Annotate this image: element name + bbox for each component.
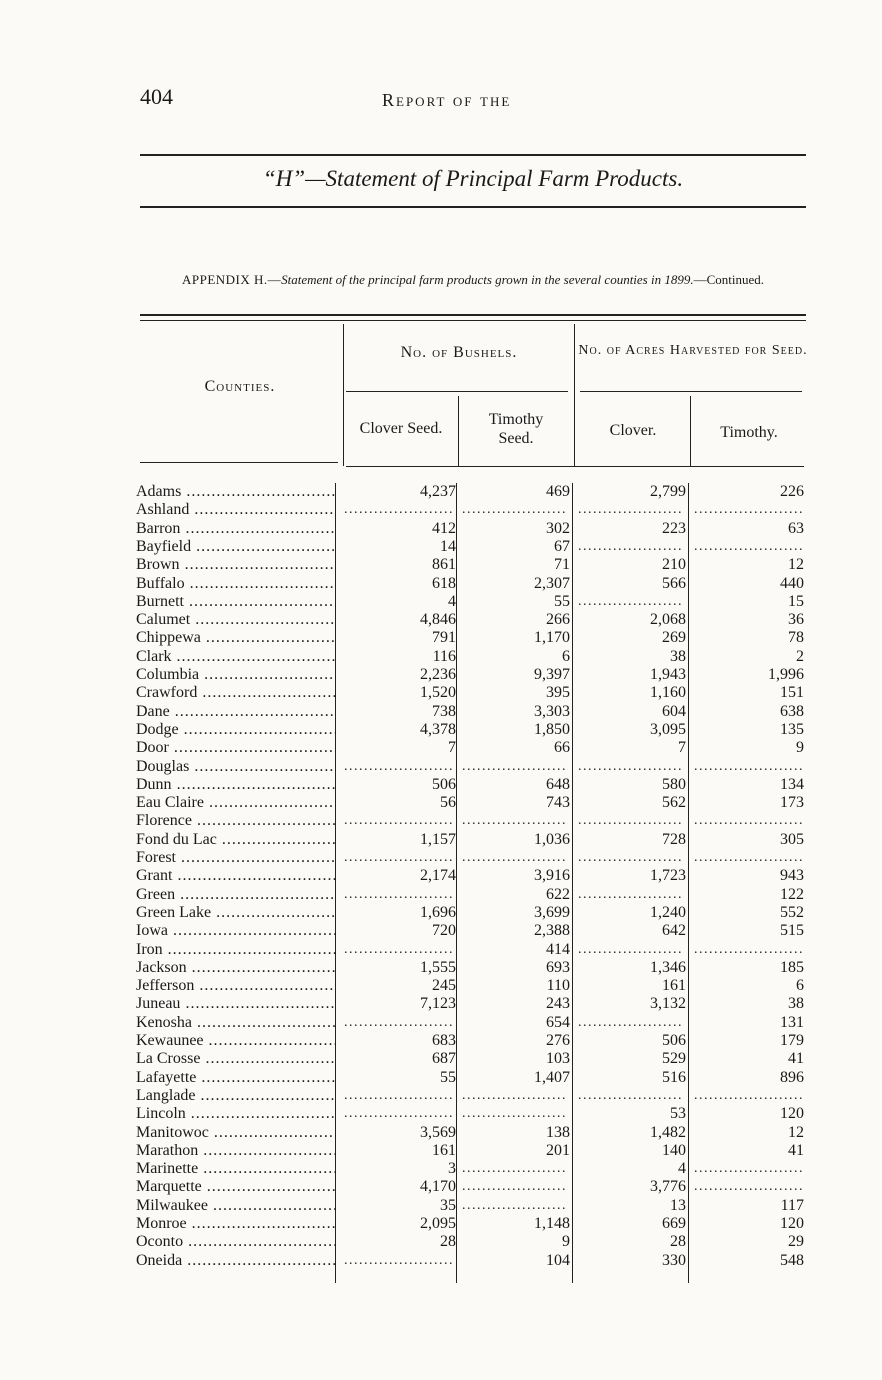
timothy-acres-empty bbox=[694, 1160, 802, 1178]
header-timothy-seed: Timothy Seed. bbox=[488, 411, 544, 447]
timothy-seed-value: 110 bbox=[546, 977, 570, 995]
timothy-acres-value: 6 bbox=[796, 977, 804, 995]
clover-acres-value: 1,723 bbox=[650, 867, 686, 885]
county-name: Ashland ..... bbox=[136, 501, 336, 519]
table-row bbox=[0, 1105, 882, 1123]
clover-seed-value: 1,696 bbox=[420, 903, 456, 921]
clover-acres-value: 223 bbox=[662, 519, 686, 537]
clover-seed-value: 245 bbox=[432, 977, 456, 995]
table-row bbox=[0, 593, 882, 611]
timothy-seed-value: 1,170 bbox=[534, 629, 570, 647]
county-name: Lincoln ..... bbox=[136, 1105, 336, 1123]
clover-seed-empty bbox=[344, 1087, 454, 1105]
clover-seed-empty bbox=[344, 886, 454, 904]
timothy-acres-value: 122 bbox=[780, 885, 804, 903]
county-name: Bayfield ..... bbox=[136, 538, 336, 556]
county-name: Milwaukee ..... bbox=[136, 1197, 336, 1215]
timothy-acres-empty bbox=[694, 758, 802, 776]
timothy-acres-value: 440 bbox=[780, 574, 804, 592]
header-counties: Counties. bbox=[204, 378, 276, 395]
timothy-seed-value: 1,850 bbox=[534, 720, 570, 738]
header-clover: Clover. bbox=[609, 422, 657, 439]
clover-acres-value: 604 bbox=[662, 702, 686, 720]
clover-seed-value: 687 bbox=[432, 1050, 456, 1068]
timothy-acres-value: 896 bbox=[780, 1068, 804, 1086]
table-row bbox=[0, 941, 882, 959]
clover-seed-value: 3,569 bbox=[420, 1123, 456, 1141]
clover-acres-value: 28 bbox=[670, 1233, 686, 1251]
clover-seed-value: 3 bbox=[448, 1160, 456, 1178]
table-row bbox=[0, 1142, 882, 1160]
table-row bbox=[0, 1124, 882, 1142]
timothy-seed-value: 693 bbox=[546, 958, 570, 976]
timothy-seed-value: 743 bbox=[546, 794, 570, 812]
timothy-acres-value: 2 bbox=[796, 647, 804, 665]
table-row bbox=[0, 1069, 882, 1087]
timothy-acres-value: 29 bbox=[788, 1233, 804, 1251]
timothy-acres-value: 151 bbox=[780, 684, 804, 702]
clover-acres-value: 161 bbox=[662, 977, 686, 995]
county-name: Dodge ..... bbox=[136, 721, 336, 739]
county-name: La Crosse ..... bbox=[136, 1050, 336, 1068]
timothy-seed-value: 9,397 bbox=[534, 666, 570, 683]
timothy-acres-value: 638 bbox=[780, 702, 804, 720]
timothy-seed-empty bbox=[462, 758, 568, 776]
clover-acres-value: 3,776 bbox=[650, 1178, 686, 1196]
timothy-acres-value: 134 bbox=[780, 775, 804, 793]
clover-seed-empty bbox=[344, 758, 454, 776]
timothy-seed-empty bbox=[462, 1105, 568, 1123]
clover-seed-value: 4,237 bbox=[420, 483, 456, 500]
county-name: Grant ..... bbox=[136, 867, 336, 885]
timothy-acres-value: 63 bbox=[788, 519, 804, 537]
timothy-seed-empty bbox=[462, 501, 568, 519]
clover-acres-value: 728 bbox=[662, 830, 686, 848]
clover-seed-value: 791 bbox=[432, 629, 456, 647]
section-title: “H”—Statement of Principal Farm Products. bbox=[262, 166, 684, 191]
county-name: Buffalo ..... bbox=[136, 575, 336, 593]
timothy-seed-value: 3,916 bbox=[534, 867, 570, 885]
timothy-acres-value: 38 bbox=[788, 995, 804, 1013]
timothy-acres-value: 78 bbox=[788, 629, 804, 647]
caption-tail: —Continued. bbox=[693, 272, 765, 287]
table-row bbox=[0, 629, 882, 647]
timothy-seed-value: 648 bbox=[546, 775, 570, 793]
table-row bbox=[0, 867, 882, 885]
clover-acres-value: 516 bbox=[662, 1068, 686, 1086]
county-name: Fond du Lac ..... bbox=[136, 831, 336, 849]
timothy-seed-empty bbox=[462, 1178, 568, 1196]
timothy-acres-empty bbox=[694, 501, 802, 519]
county-name: Oconto ..... bbox=[136, 1233, 336, 1251]
timothy-seed-value: 414 bbox=[546, 940, 570, 958]
county-name: Juneau ..... bbox=[136, 995, 336, 1013]
timothy-acres-value: 120 bbox=[780, 1105, 804, 1123]
timothy-seed-value: 1,407 bbox=[534, 1068, 570, 1086]
clover-seed-empty bbox=[344, 941, 454, 959]
county-name: Forest ..... bbox=[136, 849, 336, 867]
clover-acres-value: 1,482 bbox=[650, 1123, 686, 1141]
clover-acres-empty bbox=[578, 886, 684, 904]
timothy-seed-value: 302 bbox=[546, 519, 570, 537]
county-name: Douglas ..... bbox=[136, 758, 336, 776]
table-row bbox=[0, 794, 882, 812]
clover-seed-empty bbox=[344, 1252, 454, 1270]
clover-seed-value: 7,123 bbox=[420, 995, 456, 1013]
clover-acres-value: 38 bbox=[670, 647, 686, 665]
timothy-acres-empty bbox=[694, 941, 802, 959]
clover-seed-value: 4,846 bbox=[420, 611, 456, 629]
county-name: Jackson ..... bbox=[136, 959, 336, 977]
clover-seed-value: 683 bbox=[432, 1032, 456, 1049]
running-head: Report of the bbox=[382, 90, 512, 110]
clover-acres-value: 3,132 bbox=[650, 995, 686, 1013]
county-name: Kenosha ..... bbox=[136, 1014, 336, 1032]
clover-acres-value: 506 bbox=[662, 1032, 686, 1049]
table-row bbox=[0, 721, 882, 739]
timothy-seed-value: 3,303 bbox=[534, 702, 570, 720]
table-row bbox=[0, 575, 882, 593]
timothy-acres-value: 131 bbox=[780, 1013, 804, 1031]
county-name: Marinette ..... bbox=[136, 1160, 336, 1178]
table-row bbox=[0, 1252, 882, 1270]
clover-seed-value: 720 bbox=[432, 922, 456, 940]
table-row bbox=[0, 849, 882, 867]
clover-acres-value: 580 bbox=[662, 775, 686, 793]
clover-seed-value: 28 bbox=[440, 1233, 456, 1251]
clover-seed-value: 412 bbox=[432, 519, 456, 537]
timothy-seed-value: 55 bbox=[554, 592, 570, 610]
top-rule bbox=[140, 154, 806, 156]
clover-seed-value: 506 bbox=[432, 775, 456, 793]
timothy-acres-empty bbox=[694, 849, 802, 867]
table-row bbox=[0, 1197, 882, 1215]
timothy-seed-value: 103 bbox=[546, 1050, 570, 1068]
table-row bbox=[0, 703, 882, 721]
table-row bbox=[0, 666, 882, 684]
clover-acres-empty bbox=[578, 593, 684, 611]
table-row bbox=[0, 520, 882, 538]
table-row bbox=[0, 501, 882, 519]
timothy-acres-value: 135 bbox=[780, 720, 804, 738]
timothy-seed-value: 622 bbox=[546, 885, 570, 903]
timothy-seed-value: 469 bbox=[546, 483, 570, 500]
county-name: Door ..... bbox=[136, 739, 336, 757]
table-row bbox=[0, 739, 882, 757]
table-row bbox=[0, 684, 882, 702]
table-row bbox=[0, 995, 882, 1013]
header-divider-2 bbox=[458, 396, 459, 466]
clover-acres-value: 53 bbox=[670, 1105, 686, 1123]
county-name: Adams ..... bbox=[136, 483, 336, 501]
county-name: Clark ..... bbox=[136, 648, 336, 666]
timothy-acres-value: 552 bbox=[780, 903, 804, 921]
timothy-seed-value: 276 bbox=[546, 1032, 570, 1049]
clover-acres-value: 140 bbox=[662, 1141, 686, 1159]
county-name: Jefferson ..... bbox=[136, 977, 336, 995]
county-name: Monroe ..... bbox=[136, 1215, 336, 1233]
clover-seed-value: 861 bbox=[432, 556, 456, 574]
header-bottom-rule-2 bbox=[346, 466, 804, 467]
timothy-acres-value: 15 bbox=[788, 592, 804, 610]
table-row bbox=[0, 758, 882, 776]
timothy-acres-empty bbox=[694, 538, 802, 556]
bushels-group-rule bbox=[346, 391, 568, 392]
county-name: Oneida ..... bbox=[136, 1252, 336, 1270]
clover-seed-value: 4 bbox=[448, 592, 456, 610]
clover-seed-value: 618 bbox=[432, 574, 456, 592]
county-name: Green ..... bbox=[136, 886, 336, 904]
clover-acres-value: 7 bbox=[678, 739, 686, 757]
clover-acres-empty bbox=[578, 538, 684, 556]
table-row bbox=[0, 1215, 882, 1233]
header-timothy: Timothy. bbox=[720, 424, 778, 441]
county-name: Marathon ..... bbox=[136, 1142, 336, 1160]
timothy-acres-value: 117 bbox=[780, 1196, 804, 1214]
clover-seed-value: 738 bbox=[432, 702, 456, 720]
clover-seed-value: 56 bbox=[440, 794, 456, 812]
clover-seed-value: 55 bbox=[440, 1068, 456, 1086]
clover-acres-value: 566 bbox=[662, 574, 686, 592]
timothy-seed-value: 67 bbox=[554, 537, 570, 555]
county-name: Marquette ..... bbox=[136, 1178, 336, 1196]
clover-seed-empty bbox=[344, 501, 454, 519]
timothy-acres-empty bbox=[694, 1178, 802, 1196]
clover-seed-empty bbox=[344, 812, 454, 830]
clover-acres-empty bbox=[578, 758, 684, 776]
county-name: Manitowoc ..... bbox=[136, 1124, 336, 1142]
timothy-acres-value: 120 bbox=[780, 1215, 804, 1232]
timothy-seed-value: 66 bbox=[554, 739, 570, 757]
table-row bbox=[0, 831, 882, 849]
timothy-seed-value: 266 bbox=[546, 611, 570, 629]
county-name: Chippewa ..... bbox=[136, 629, 336, 647]
title-bottom-rule bbox=[140, 206, 806, 208]
timothy-seed-empty bbox=[462, 1087, 568, 1105]
clover-acres-value: 562 bbox=[662, 794, 686, 812]
clover-seed-value: 161 bbox=[432, 1141, 456, 1159]
table-row bbox=[0, 904, 882, 922]
table-row bbox=[0, 977, 882, 995]
timothy-seed-value: 3,699 bbox=[534, 903, 570, 921]
clover-acres-empty bbox=[578, 941, 684, 959]
county-name: Kewaunee ..... bbox=[136, 1032, 336, 1050]
timothy-acres-value: 179 bbox=[780, 1032, 804, 1049]
county-name: Dane ..... bbox=[136, 703, 336, 721]
table-row bbox=[0, 538, 882, 556]
clover-seed-value: 2,236 bbox=[420, 666, 456, 683]
table-row bbox=[0, 776, 882, 794]
clover-acres-empty bbox=[578, 501, 684, 519]
timothy-seed-empty bbox=[462, 849, 568, 867]
clover-acres-value: 13 bbox=[670, 1196, 686, 1214]
timothy-acres-value: 173 bbox=[780, 794, 804, 812]
clover-acres-value: 2,799 bbox=[650, 483, 686, 500]
header-divider-4 bbox=[690, 396, 691, 466]
timothy-seed-value: 2,388 bbox=[534, 922, 570, 940]
timothy-seed-value: 1,036 bbox=[534, 830, 570, 848]
county-name: Iron ..... bbox=[136, 941, 336, 959]
clover-acres-value: 642 bbox=[662, 922, 686, 940]
timothy-acres-value: 9 bbox=[796, 739, 804, 757]
timothy-acres-value: 185 bbox=[780, 958, 804, 976]
clover-acres-value: 210 bbox=[662, 556, 686, 574]
timothy-seed-value: 243 bbox=[546, 995, 570, 1013]
timothy-seed-value: 6 bbox=[562, 647, 570, 665]
clover-acres-empty bbox=[578, 1014, 684, 1032]
county-name: Brown ..... bbox=[136, 556, 336, 574]
clover-seed-value: 2,174 bbox=[420, 867, 456, 885]
timothy-acres-empty bbox=[694, 812, 802, 830]
timothy-acres-value: 943 bbox=[780, 867, 804, 885]
clover-acres-empty bbox=[578, 849, 684, 867]
timothy-acres-value: 41 bbox=[788, 1050, 804, 1068]
clover-acres-value: 1,160 bbox=[650, 684, 686, 702]
county-name: Langlade ..... bbox=[136, 1087, 336, 1105]
table-row bbox=[0, 1014, 882, 1032]
county-name: Dunn ..... bbox=[136, 776, 336, 794]
timothy-seed-value: 138 bbox=[546, 1123, 570, 1141]
header-clover-seed: Clover Seed. bbox=[359, 420, 443, 437]
county-name: Crawford ..... bbox=[136, 684, 336, 702]
timothy-acres-value: 226 bbox=[780, 483, 804, 500]
table-caption bbox=[138, 272, 808, 287]
county-name: Florence ..... bbox=[136, 812, 336, 830]
timothy-acres-value: 41 bbox=[788, 1141, 804, 1159]
table-row bbox=[0, 483, 882, 501]
county-name: Iowa ..... bbox=[136, 922, 336, 940]
timothy-acres-empty bbox=[694, 1087, 802, 1105]
clover-acres-value: 3,095 bbox=[650, 720, 686, 738]
table-row bbox=[0, 1087, 882, 1105]
table-row bbox=[0, 1050, 882, 1068]
clover-seed-value: 1,157 bbox=[420, 830, 456, 848]
clover-acres-value: 269 bbox=[662, 629, 686, 647]
timothy-seed-empty bbox=[462, 1160, 568, 1178]
clover-seed-value: 7 bbox=[448, 739, 456, 757]
timothy-acres-value: 548 bbox=[780, 1251, 804, 1269]
caption-text: Statement of the principal farm products grown in the several counties in 1899. bbox=[281, 272, 694, 287]
table-top-rule bbox=[140, 314, 806, 316]
header-divider-3 bbox=[574, 324, 575, 466]
county-name: Calumet ..... bbox=[136, 611, 336, 629]
table-row bbox=[0, 556, 882, 574]
header-divider-1 bbox=[343, 324, 344, 466]
header-bushels-group: No. of Bushels. bbox=[400, 344, 518, 361]
clover-acres-value: 1,346 bbox=[650, 958, 686, 976]
timothy-seed-value: 1,148 bbox=[534, 1215, 570, 1232]
clover-seed-value: 1,520 bbox=[420, 684, 456, 702]
timothy-seed-empty bbox=[462, 1197, 568, 1215]
timothy-seed-value: 654 bbox=[546, 1013, 570, 1031]
clover-seed-value: 2,095 bbox=[420, 1215, 456, 1232]
acres-group-rule bbox=[580, 391, 802, 392]
county-name: Lafayette ..... bbox=[136, 1069, 336, 1087]
table-row bbox=[0, 1160, 882, 1178]
table-row bbox=[0, 648, 882, 666]
table-row bbox=[0, 1233, 882, 1251]
county-name: Green Lake ..... bbox=[136, 904, 336, 922]
timothy-acres-value: 305 bbox=[780, 830, 804, 848]
timothy-seed-value: 104 bbox=[546, 1251, 570, 1269]
clover-acres-empty bbox=[578, 1087, 684, 1105]
caption-lead: APPENDIX H.— bbox=[181, 272, 282, 287]
clover-acres-empty bbox=[578, 812, 684, 830]
timothy-acres-value: 515 bbox=[780, 922, 804, 940]
table-row bbox=[0, 1178, 882, 1196]
timothy-seed-value: 2,307 bbox=[534, 574, 570, 592]
clover-acres-value: 529 bbox=[662, 1050, 686, 1068]
timothy-acres-value: 12 bbox=[788, 556, 804, 574]
timothy-seed-value: 71 bbox=[554, 556, 570, 574]
county-name: Burnett ..... bbox=[136, 593, 336, 611]
clover-seed-value: 35 bbox=[440, 1196, 456, 1214]
timothy-acres-value: 1,996 bbox=[768, 666, 804, 683]
table-row bbox=[0, 959, 882, 977]
timothy-seed-value: 201 bbox=[546, 1141, 570, 1159]
clover-acres-value: 1,943 bbox=[650, 666, 686, 683]
clover-seed-value: 4,378 bbox=[420, 720, 456, 738]
county-name: Barron ..... bbox=[136, 520, 336, 538]
table-row bbox=[0, 922, 882, 940]
timothy-seed-value: 395 bbox=[546, 684, 570, 702]
timothy-seed-empty bbox=[462, 812, 568, 830]
clover-seed-value: 116 bbox=[432, 647, 456, 665]
county-name: Eau Claire ..... bbox=[136, 794, 336, 812]
clover-seed-empty bbox=[344, 1105, 454, 1123]
header-acres-group: No. of Acres Harvested for Seed. bbox=[578, 343, 808, 358]
table-top-rule-thin bbox=[140, 320, 806, 321]
table-row bbox=[0, 611, 882, 629]
table-row bbox=[0, 886, 882, 904]
clover-acres-value: 330 bbox=[662, 1251, 686, 1269]
clover-acres-value: 1,240 bbox=[650, 903, 686, 921]
clover-seed-empty bbox=[344, 1014, 454, 1032]
clover-seed-value: 1,555 bbox=[420, 958, 456, 976]
county-name: Columbia ..... bbox=[136, 666, 336, 684]
clover-acres-value: 4 bbox=[678, 1160, 686, 1178]
timothy-acres-value: 36 bbox=[788, 611, 804, 629]
table-row bbox=[0, 812, 882, 830]
timothy-seed-value: 9 bbox=[562, 1233, 570, 1251]
page-number: 404 bbox=[140, 84, 173, 109]
clover-acres-value: 2,068 bbox=[650, 611, 686, 629]
clover-seed-value: 14 bbox=[440, 537, 456, 555]
clover-seed-value: 4,170 bbox=[420, 1178, 456, 1196]
header-bottom-rule-1 bbox=[140, 462, 338, 463]
timothy-acres-value: 12 bbox=[788, 1123, 804, 1141]
clover-acres-value: 669 bbox=[662, 1215, 686, 1232]
clover-seed-empty bbox=[344, 849, 454, 867]
table-row bbox=[0, 1032, 882, 1050]
